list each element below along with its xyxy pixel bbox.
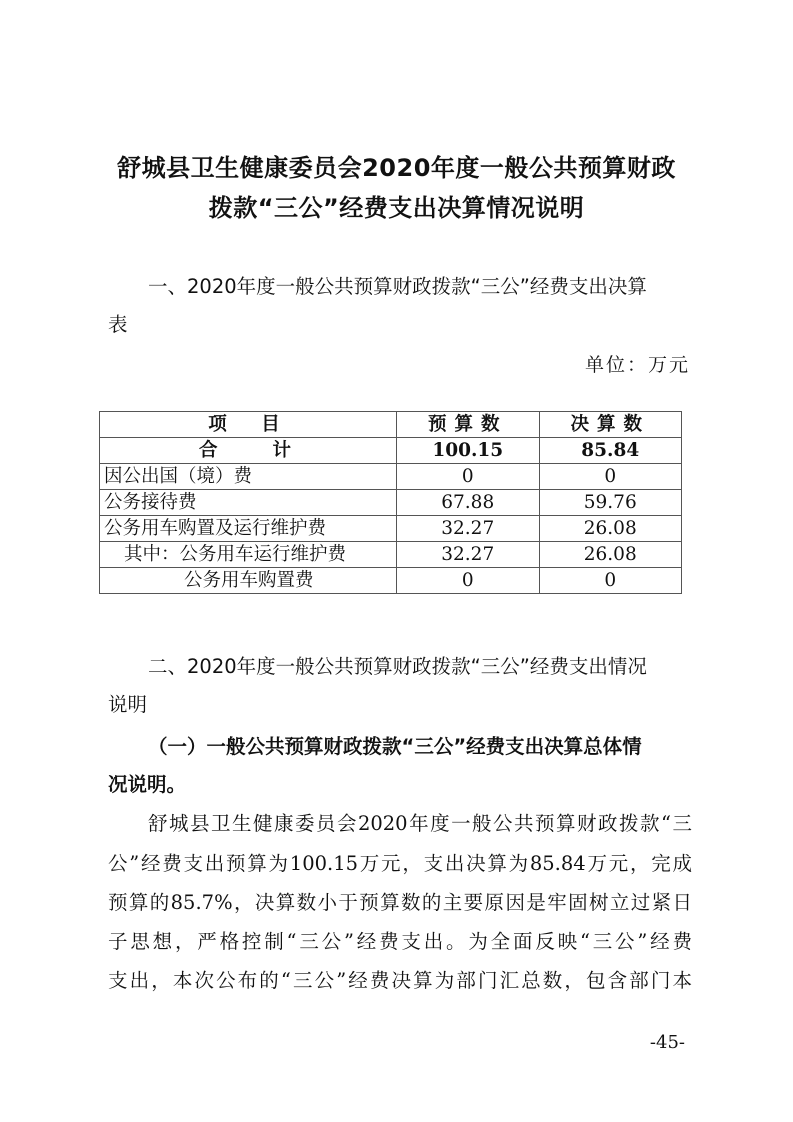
- section-2-heading: 二、2020年度一般公共预算财政拨款“三公”经费支出情况: [148, 655, 647, 678]
- table-row: [100, 464, 682, 490]
- row-label: 公务用车购置及运行维护费: [100, 516, 397, 542]
- row-budget: 67.88: [397, 490, 539, 516]
- table-row: [100, 542, 682, 568]
- section-2-heading-cont: 说明: [108, 693, 148, 716]
- paragraph-line: 舒城县卫生健康委员会2020年度一般公共预算财政拨款“三: [148, 812, 692, 835]
- row-label: 其中：公务用车运行维护费: [100, 542, 397, 568]
- row-label: 公务用车购置费: [100, 568, 397, 594]
- row-final: 26.08: [539, 516, 682, 542]
- row-label: 因公出国（境）费: [100, 464, 397, 490]
- header-item: 项 目: [100, 412, 397, 438]
- section-1-heading: 一、2020年度一般公共预算财政拨款“三公”经费支出决算: [148, 275, 647, 298]
- table-total-row: [100, 438, 682, 464]
- section-1-heading-cont: 表: [108, 313, 128, 336]
- document-title-line-1: 舒城县卫生健康委员会2020年度一般公共预算财政: [117, 154, 676, 182]
- paragraph-line: 子思想，严格控制“三公”经费支出。为全面反映“三公”经费: [108, 930, 692, 953]
- table-header-row: [100, 412, 682, 438]
- expense-table: [99, 411, 682, 594]
- subsection-heading-cont: 况说明。: [108, 773, 187, 796]
- row-budget: 32.27: [397, 542, 539, 568]
- row-budget: 0: [397, 568, 539, 594]
- document-title-line-2: 拨款“三公”经费支出决算情况说明: [208, 194, 585, 222]
- paragraph-line: 支出，本次公布的“三公”经费决算为部门汇总数，包含部门本: [108, 969, 692, 992]
- unit-label: 单位：万元: [584, 354, 690, 376]
- total-label: 合 计: [100, 438, 397, 464]
- row-final: 26.08: [539, 542, 682, 568]
- paragraph-line: 预算的85.7%，决算数小于预算数的主要原因是牢固树立过紧日: [108, 891, 692, 914]
- total-budget: 100.15: [397, 438, 539, 464]
- row-final: 59.76: [539, 490, 682, 516]
- table-row: [100, 516, 682, 542]
- header-final: 决算数: [539, 412, 682, 438]
- row-budget: 0: [397, 464, 539, 490]
- row-label: 公务接待费: [100, 490, 397, 516]
- table-row: [100, 490, 682, 516]
- total-final: 85.84: [539, 438, 682, 464]
- header-budget: 预算数: [397, 412, 539, 438]
- paragraph-line: 公”经费支出预算为100.15万元，支出决算为85.84万元，完成: [108, 852, 692, 875]
- row-final: 0: [539, 568, 682, 594]
- subsection-heading: （一）一般公共预算财政拨款“三公”经费支出决算总体情: [148, 735, 642, 758]
- page-number: -45-: [649, 1032, 685, 1053]
- row-budget: 32.27: [397, 516, 539, 542]
- table-row: [100, 568, 682, 594]
- row-final: 0: [539, 464, 682, 490]
